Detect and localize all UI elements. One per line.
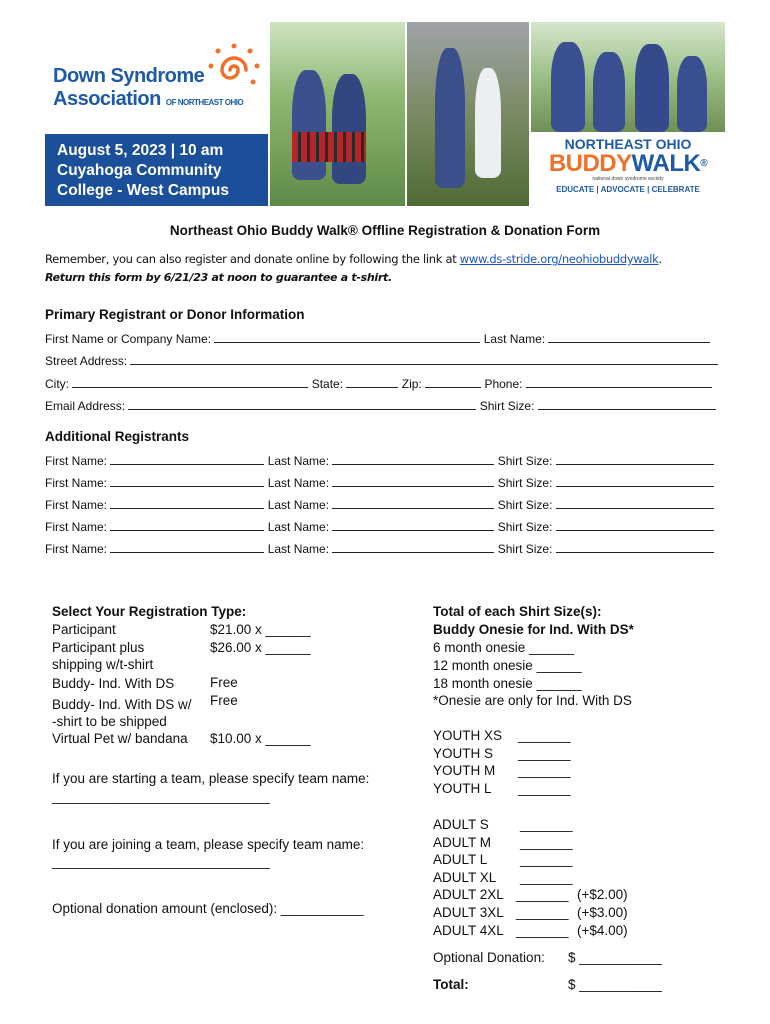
last-name-field[interactable] — [548, 332, 710, 343]
adult-size-field[interactable]: _______ — [516, 905, 569, 920]
phone-field[interactable] — [526, 377, 712, 388]
city-field[interactable] — [72, 377, 308, 388]
optional-donation-field[interactable]: $ ___________ — [568, 950, 662, 965]
add-first-field[interactable] — [110, 542, 264, 553]
reg-item-label: Buddy- Ind. With DS w/ — [52, 697, 192, 712]
adult-size-label: ADULT S — [433, 817, 489, 832]
youth-size-label: YOUTH XS — [433, 728, 503, 743]
state-field[interactable] — [346, 377, 398, 388]
adult-size-label: ADULT 2XL — [433, 887, 504, 902]
add-first-field[interactable] — [110, 454, 264, 465]
youth-size-field[interactable]: _______ — [518, 763, 571, 778]
adult-size-label: ADULT 3XL — [433, 905, 504, 920]
registration-link[interactable]: www.ds-stride.org/neohiobuddywalk — [459, 252, 659, 266]
donation-field[interactable]: Optional donation amount (enclosed): ___________ — [52, 901, 364, 916]
reg-item-price: Free — [210, 675, 238, 690]
reg-item-price[interactable]: $21.00 x ______ — [210, 622, 311, 637]
shirt-totals-heading: Total of each Shirt Size(s): — [433, 604, 602, 619]
reg-item-price[interactable]: $10.00 x ______ — [210, 731, 311, 746]
additional-row: First Name: Last Name: Shirt Size: — [45, 542, 725, 556]
adult-size-field[interactable]: _______ — [520, 870, 573, 885]
adult-size-field[interactable]: _______ — [516, 923, 569, 938]
street-row: Street Address: — [45, 354, 725, 368]
adult-size-field[interactable]: _______ — [520, 852, 573, 867]
shirt-size-field[interactable] — [538, 399, 716, 410]
team-start-field[interactable]: _____________________________ — [52, 789, 270, 804]
return-deadline-note: Return this form by 6/21/23 at noon to guarantee a t-shirt. — [45, 271, 392, 284]
org-name-line1: Down Syndrome — [53, 65, 205, 87]
header-banner — [45, 22, 725, 206]
additional-row: First Name: Last Name: Shirt Size: — [45, 498, 725, 512]
add-shirt-field[interactable] — [556, 454, 714, 465]
surcharge-label: (+$3.00) — [577, 905, 628, 920]
first-name-field[interactable] — [214, 332, 480, 343]
adult-size-label: ADULT XL — [433, 870, 497, 885]
add-first-field[interactable] — [110, 498, 264, 509]
primary-name-row: First Name or Company Name: Last Name: — [45, 332, 725, 346]
onesie-12-field[interactable]: 12 month onesie ______ — [433, 658, 582, 673]
org-name-line2: Association OF NORTHEAST OHIO — [53, 88, 244, 110]
add-last-field[interactable] — [332, 520, 494, 531]
adult-size-label: ADULT M — [433, 835, 492, 850]
adult-size-field[interactable]: _______ — [520, 817, 573, 832]
email-row: Email Address: Shirt Size: — [45, 399, 725, 413]
add-first-field[interactable] — [110, 476, 264, 487]
team-start-label: If you are starting a team, please specify team name: — [52, 771, 370, 786]
event-date-box — [45, 134, 268, 206]
reg-item-label: Buddy- Ind. With DS — [52, 676, 175, 691]
email-field[interactable] — [128, 399, 476, 410]
primary-heading: Primary Registrant or Donor Information — [45, 307, 305, 322]
youth-size-field[interactable]: _______ — [518, 746, 571, 761]
add-last-field[interactable] — [332, 542, 494, 553]
youth-size-label: YOUTH M — [433, 763, 496, 778]
youth-size-field[interactable]: _______ — [518, 728, 571, 743]
buddy-walk-logo: NORTHEAST OHIO BUDDYWALK® national down syndrome society EDUCATE | ADVOCATE | CELEBRATE — [531, 134, 725, 206]
onesie-6-field[interactable]: 6 month onesie ______ — [433, 640, 575, 655]
event-venue-line2: College - West Campus — [57, 182, 229, 199]
reg-item-label: Participant — [52, 622, 116, 637]
add-last-field[interactable] — [332, 498, 494, 509]
photo-kilted-men — [270, 22, 405, 206]
add-shirt-field[interactable] — [556, 520, 714, 531]
total-label: Total: — [433, 977, 469, 992]
adult-size-label: ADULT L — [433, 852, 488, 867]
reg-item-label-cont: -shirt to be shipped — [52, 714, 167, 729]
reg-item-label: Participant plus — [52, 640, 145, 655]
add-shirt-field[interactable] — [556, 476, 714, 487]
youth-size-label: YOUTH S — [433, 746, 494, 761]
add-last-field[interactable] — [332, 476, 494, 487]
team-join-label: If you are joining a team, please specify team name: — [52, 837, 365, 852]
online-note: Remember, you can also register and donate online by following the link at www.ds-stride.org/neohiobuddywalk. — [45, 252, 662, 266]
optional-donation-label: Optional Donation: — [433, 950, 545, 965]
photo-group — [531, 22, 725, 132]
youth-size-field[interactable]: _______ — [518, 781, 571, 796]
zip-field[interactable] — [425, 377, 481, 388]
adult-size-field[interactable]: _______ — [520, 835, 573, 850]
surcharge-label: (+$2.00) — [577, 887, 628, 902]
surcharge-label: (+$4.00) — [577, 923, 628, 938]
additional-row: First Name: Last Name: Shirt Size: — [45, 454, 725, 468]
add-last-field[interactable] — [332, 454, 494, 465]
photo-children — [407, 22, 529, 206]
onesie-note: *Onesie are only for Ind. With DS — [433, 693, 632, 708]
onesie-heading: Buddy Onesie for Ind. With DS* — [433, 622, 634, 637]
city-row: City: State: Zip: Phone: — [45, 377, 725, 391]
total-field[interactable]: $ ___________ — [568, 977, 662, 992]
team-join-field[interactable]: _____________________________ — [52, 854, 270, 869]
onesie-18-field[interactable]: 18 month onesie ______ — [433, 676, 582, 691]
reg-item-label: Virtual Pet w/ bandana — [52, 731, 188, 746]
reg-item-price: Free — [210, 693, 238, 708]
dsa-logo — [45, 22, 268, 132]
form-title: Northeast Ohio Buddy Walk® Offline Registration & Donation Form — [169, 223, 601, 238]
add-shirt-field[interactable] — [556, 498, 714, 509]
event-date: August 5, 2023 | 10 am — [57, 142, 224, 159]
additional-heading: Additional Registrants — [45, 429, 190, 444]
additional-row: First Name: Last Name: Shirt Size: — [45, 476, 725, 490]
adult-size-field[interactable]: _______ — [516, 887, 569, 902]
add-first-field[interactable] — [110, 520, 264, 531]
registration-type-heading: Select Your Registration Type: — [52, 604, 247, 619]
add-shirt-field[interactable] — [556, 542, 714, 553]
reg-item-price[interactable]: $26.00 x ______ — [210, 640, 311, 655]
additional-row: First Name: Last Name: Shirt Size: — [45, 520, 725, 534]
street-field[interactable] — [130, 354, 718, 365]
reg-item-label-cont: shipping w/t-shirt — [52, 657, 154, 672]
youth-size-label: YOUTH L — [433, 781, 492, 796]
event-venue-line1: Cuyahoga Community — [57, 162, 222, 179]
adult-size-label: ADULT 4XL — [433, 923, 504, 938]
